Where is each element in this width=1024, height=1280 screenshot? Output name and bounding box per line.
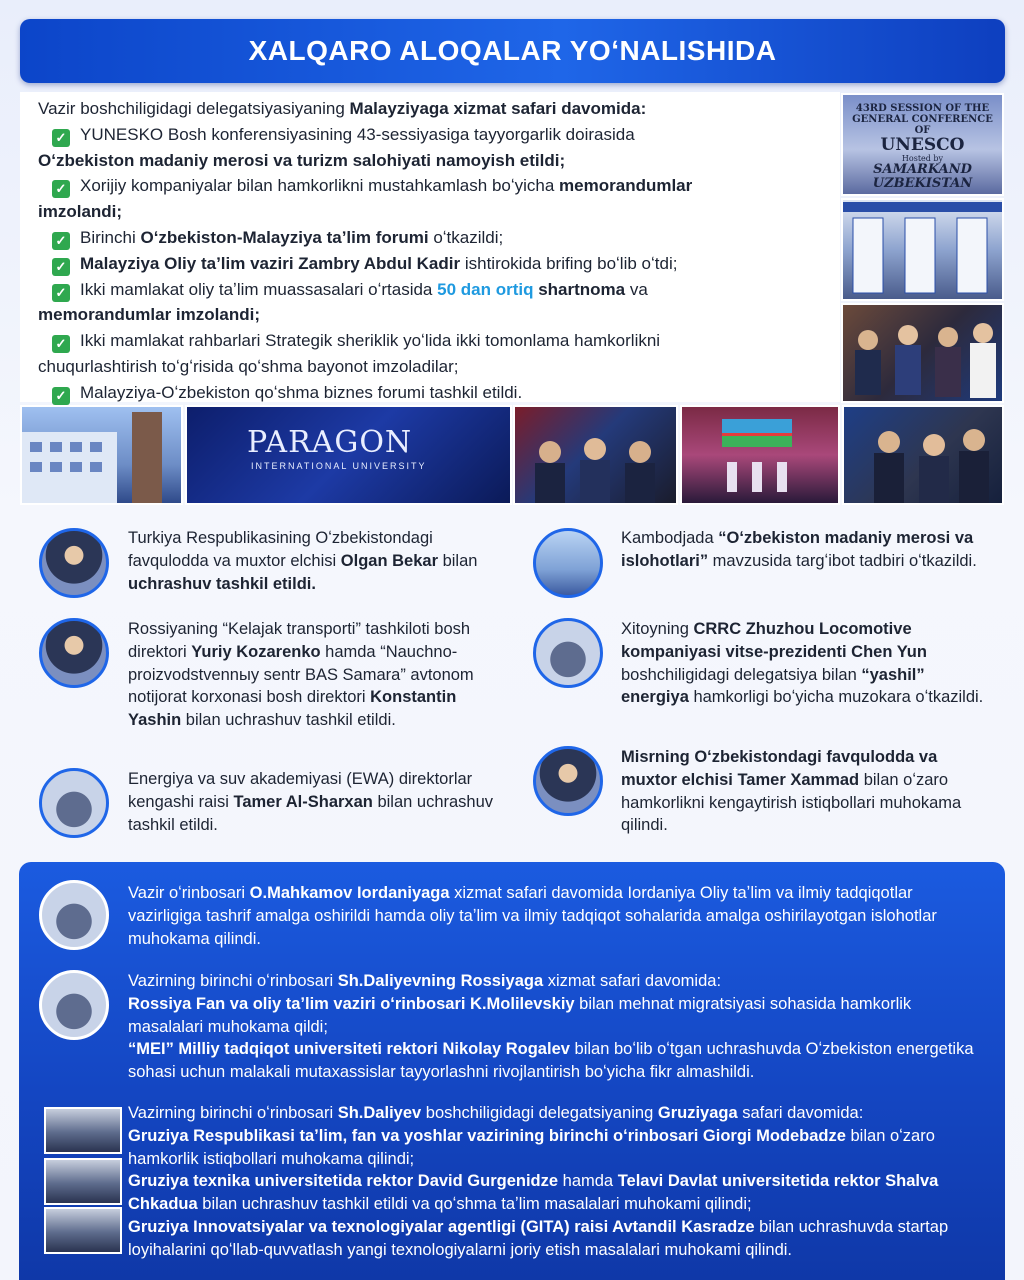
check-icon: ✓ [52, 284, 70, 302]
russia-transport-avatar [39, 618, 109, 688]
georgia-point-1: Gruziya Respublikasi taʼlim, fan va yoshlar vazirining birinchi oʻrinbosari Giorgi Modebadze bilan oʻzaro hamkorlik istiqbollari muhokama qilindi; [128, 1126, 935, 1168]
paragon-sign-photo [185, 405, 512, 505]
georgia-photo-3 [44, 1207, 122, 1254]
china-text: Xitoyning CRRC Zhuzhou Locomotive kompaniyasi vitse-prezidenti Chen Yun boshchiligidagi delegatsiya bilan “yashil” energiya hamkorligi boʻyicha muzokara oʻtkazildi. [621, 620, 984, 707]
ewa-meeting-avatar [39, 768, 109, 838]
malaysia-item-5-cont: memorandumlar imzolandi; [38, 305, 260, 325]
russia-visit-text [128, 970, 988, 1084]
page-header [20, 19, 1005, 83]
malaysia-item-1: ✓ YUNESKO Bosh konferensiyasining 43-sessiyasiga tayyorgarlik doirasida [38, 122, 828, 148]
malaysia-item-1-cont: Oʻzbekiston madaniy merosi va turizm salohiyati namoyish etildi; [38, 150, 566, 170]
check-icon: ✓ [52, 232, 70, 250]
turkey-text: Turkiya Respublikasining Oʻzbekistondagi favqulodda va muxtor elchisi Olgan Bekar bilan uchrashuv tashkil etildi. [128, 529, 478, 593]
georgia-intro: Vazirning birinchi oʻrinbosari Sh.Daliyev boshchiligidagi delegatsiyaning Gruziyaga safari davomida: [128, 1104, 864, 1122]
jordan-meeting-avatar [39, 880, 109, 950]
russia-visit-point-2: “MEI” Milliy tadqiqot universiteti rektori Nikolay Rogalev bilan boʻlib oʻtgan uchrashuvda Oʻzbekiston energetika sohasi uchun malakali mutaxassislar tayyorlashni rivojlantirish boʻyicha fikr almashildi. [128, 1040, 974, 1082]
china-meeting-avatar [533, 618, 603, 688]
georgia-text [128, 1102, 988, 1262]
malaysia-item-5: ✓ Ikki mamlakat oliy taʼlim muassasalari oʻrtasida 50 dan ortiq shartnoma va [38, 277, 828, 303]
check-icon: ✓ [52, 387, 70, 405]
students-photo [841, 303, 1004, 403]
cambodia-building-avatar [533, 528, 603, 598]
turkey-ambassador-avatar [39, 528, 109, 598]
malaysia-intro: Vazir boshchiligidagi delegatsiyasiyaning Malayziyaga xizmat safari davomida: [38, 99, 647, 118]
malaysia-item-4: ✓ Malayziya Oliy taʼlim vaziri Zambry Abdul Kadir ishtirokida brifing boʻlib oʻtdi; [38, 251, 828, 277]
building-illustration [22, 407, 181, 503]
georgia-point-2: Gruziya texnika universitetida rektor David Gurgenidze hamda Telavi Davlat universitetida rektor Shalva Chkadua bilan uchrashuv tashkil etildi va qoʻshma taʼlim masalalari muhokami qilindi; [128, 1172, 939, 1214]
officials-illustration [844, 407, 1002, 503]
malaysia-item-6-cont: chuqurlashtirish toʻgʻrisida qoʻshma bayonot imzoladilar; [38, 356, 459, 376]
paragon-sub: INTERNATIONAL UNIVERSITY [251, 461, 427, 471]
page-title: XALQARO ALOQALAR YOʻNALISHIDA [248, 35, 777, 66]
stage-performance-photo [680, 405, 840, 505]
russia-visit-avatar [39, 970, 109, 1040]
egypt-text: Misrning Oʻzbekistondagi favqulodda va muxtor elchisi Tamer Xammad bilan oʻzaro hamkorlikni kengaytirish istiqbollari muhokama qilindi. [621, 748, 962, 835]
ewa-text: Energiya va suv akademiyasi (EWA) direktorlar kengashi raisi Tamer Al-Sharxan bilan uchrashuv tashkil etildi. [128, 770, 494, 834]
malaysia-item-2-cont: imzolandi; [38, 202, 123, 222]
malaysia-item-3: ✓ Birinchi Oʻzbekiston-Malayziya taʼlim forumi oʻtkazildi; [38, 225, 828, 251]
check-icon: ✓ [52, 335, 70, 353]
jordan-text: Vazir oʻrinbosari O.Mahkamov Iordaniyaga xizmat safari davomida Iordaniya Oliy taʼlim va ilmiy tadqiqotlar vazirligiga tashrif amalga oshirildi hamda oliy taʼlim va ilmiy tadqiqot sohalarida amalga oshirilayotgan islohotlar muhokama qilindi. [128, 884, 937, 948]
banners-illustration [843, 200, 1002, 299]
poster-line-2: UNESCO [880, 135, 965, 155]
check-icon: ✓ [52, 180, 70, 198]
forum-banners-photo [841, 198, 1004, 301]
paragon-brand: PARAGON [247, 425, 413, 460]
audience-illustration [515, 407, 676, 503]
poster-line-4: SAMARKAND UZBEKISTAN [872, 162, 973, 191]
georgia-photo-2 [44, 1158, 122, 1205]
malaysia-item-2: ✓ Xorijiy kompaniyalar bilan hamkorlikni mustahkamlash boʻyicha memorandumlar [38, 173, 828, 199]
audience-photo [513, 405, 678, 505]
check-icon: ✓ [52, 129, 70, 147]
malaysia-item-7: ✓ Malayziya-Oʻzbekiston qoʻshma biznes forumi tashkil etildi. [38, 380, 828, 406]
malaysia-section [20, 92, 840, 402]
building-photo [20, 405, 183, 505]
unesco-poster-photo [841, 93, 1004, 196]
cambodia-text: Kambodjada “Oʻzbekiston madaniy merosi va islohotlari” mavzusida targʻibot tadbiri oʻtkazildi. [621, 529, 977, 570]
poster-line-3: Hosted by [901, 154, 944, 163]
egypt-ambassador-avatar [533, 746, 603, 816]
georgia-point-3: Gruziya Innovatsiyalar va texnologiyalar agentligi (GITA) raisi Avtandil Kasradze bilan uchrashuvda startap loyihalarini qoʻllab-quvvatlash yangi texnologiyalarni joriy etish masalalari muhokami qilindi. [128, 1217, 949, 1259]
people-illustration [843, 305, 1002, 401]
malaysia-text [38, 96, 828, 406]
russia-visit-point-1: Rossiya Fan va oliy taʼlim vaziri oʻrinbosari K.Molilevskiy bilan mehnat migratsiyasi sohasida hamkorlik masalalari muhokama qildi; [128, 994, 912, 1036]
stage-illustration [682, 407, 838, 503]
poster-line-1: 43RD SESSION OF THE GENERAL CONFERENCE OF [852, 103, 993, 136]
malaysia-item-6: ✓ Ikki mamlakat rahbarlari Strategik sheriklik yoʻlida ikki tomonlama hamkorlikni [38, 328, 828, 354]
check-icon: ✓ [52, 258, 70, 276]
russia-visit-intro: Vazirning birinchi oʻrinbosari Sh.Daliyevning Rossiyaga xizmat safari davomida: [128, 972, 722, 990]
russia-transport-text: Rossiyaning “Kelajak transporti” tashkiloti bosh direktori Yuriy Kozarenko hamda “Nauchno-proizvodstvennыy sentr BAS Samara” avtonom notijorat korxonasi bosh direktori Konstantin Yashin bilan uchrashuv tashkil etildi. [128, 620, 474, 730]
georgia-photo-1 [44, 1107, 122, 1154]
officials-photo [842, 405, 1004, 505]
